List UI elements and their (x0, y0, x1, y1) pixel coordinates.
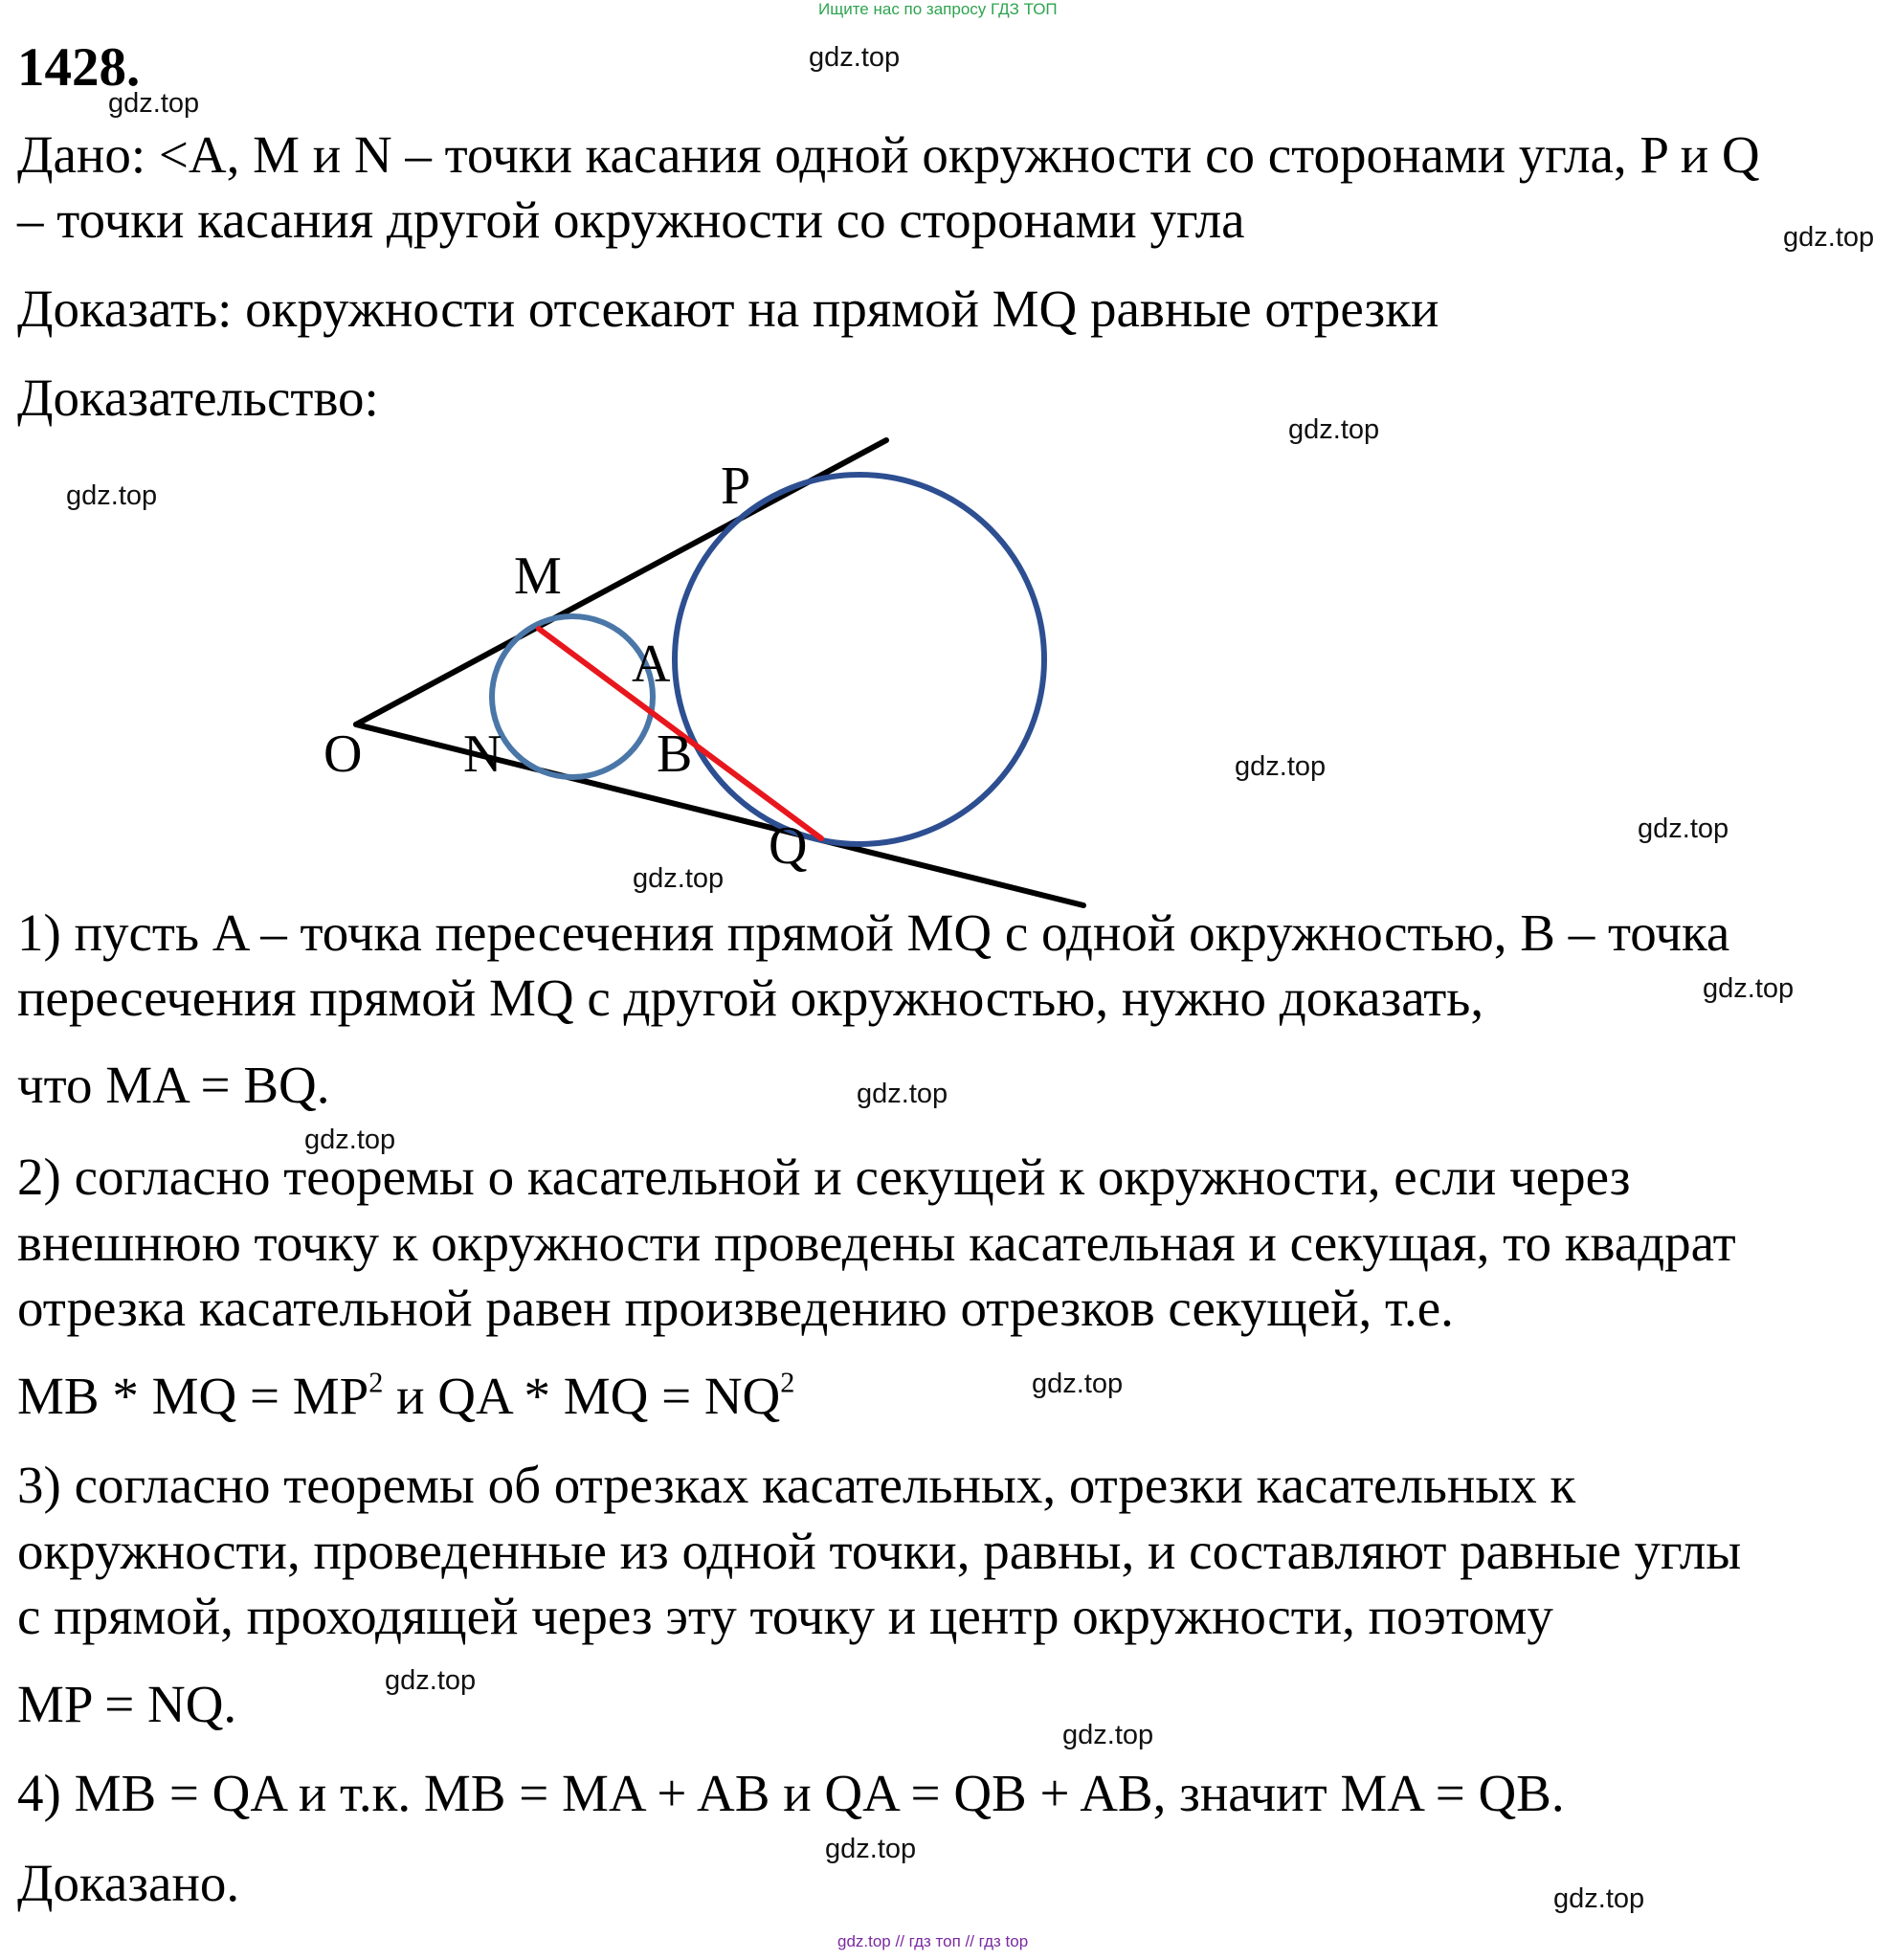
watermark: gdz.top (1638, 813, 1729, 844)
given-line-2: – точки касания другой окружности со сторонами угла (17, 190, 1245, 249)
watermark: gdz.top (1288, 414, 1380, 445)
formula-part-2: и QA * MQ = NQ (383, 1367, 781, 1425)
formula-sup-2: 2 (780, 1366, 795, 1399)
big-circle (675, 475, 1044, 844)
label-p: P (721, 457, 751, 516)
step-3-line-1: 3) согласно теоремы об отрезках касательных, отрезки касательных к (17, 1456, 1576, 1514)
step-4: 4) MB = QA и т.к. MB = MA + AB и QA = QB + AB, значит MA = QB. (17, 1764, 1565, 1822)
given-line-1: Дано: <A, M и N – точки касания одной окружности со сторонами угла, P и Q (17, 125, 1760, 184)
proof-heading: Доказательство: (17, 368, 379, 427)
step-2-line-3: отрезка касательной равен произведению отрезков секущей, т.е. (17, 1279, 1454, 1337)
geometry-figure (0, 0, 1896, 919)
footer: gdz.top // гдз топ // гдз top (837, 1932, 1029, 1950)
watermark: gdz.top (633, 863, 725, 894)
label-n: N (463, 724, 502, 784)
watermark: gdz.top (304, 1125, 396, 1155)
step-1-line-2: пересечения прямой MQ с другой окружностью, нужно доказать, (17, 969, 1484, 1027)
watermark: gdz.top (1062, 1720, 1154, 1750)
label-a: A (632, 635, 671, 694)
watermark: gdz.top (1703, 973, 1795, 1004)
formula-sup-1: 2 (368, 1366, 384, 1399)
watermark: gdz.top (1783, 222, 1875, 253)
watermark: gdz.top (1032, 1369, 1124, 1399)
top-banner: Ищите нас по запросу ГДЗ ТОП (818, 0, 1058, 18)
label-q: Q (769, 816, 808, 876)
step-2-formula (17, 1364, 794, 1429)
watermark: gdz.top (108, 88, 200, 119)
prove-statement: Доказать: окружности отсекают на прямой MQ равные отрезки (17, 279, 1439, 338)
step-2-line-2: внешнюю точку к окружности проведены касательная и секущая, то квадрат (17, 1214, 1736, 1272)
watermark: gdz.top (825, 1834, 917, 1864)
watermark: gdz.top (809, 42, 901, 73)
step-1-line-3: что MA = BQ. (17, 1056, 330, 1114)
step-3-line-2: окружности, проведенные из одной точки, равны, и составляют равные углы (17, 1522, 1742, 1580)
step-3-line-3: с прямой, проходящей через эту точку и центр окружности, поэтому (17, 1587, 1553, 1645)
step-3-line-4: MP = NQ. (17, 1675, 237, 1733)
watermark: gdz.top (1553, 1883, 1645, 1914)
formula-part-1: MB * MQ = MP (17, 1367, 369, 1425)
watermark: gdz.top (66, 480, 158, 511)
step-2-line-1: 2) согласно теоремы о касательной и секущей к окружности, если через (17, 1147, 1631, 1206)
label-o: O (323, 724, 363, 784)
watermark: gdz.top (857, 1079, 948, 1109)
problem-number: 1428. (17, 37, 141, 98)
step-1-line-1: 1) пусть A – точка пересечения прямой MQ с одной окружностью, B – точка (17, 903, 1730, 962)
watermark: gdz.top (1235, 751, 1327, 782)
proof-done: Доказано. (17, 1854, 240, 1912)
watermark: gdz.top (385, 1665, 477, 1696)
label-m: M (514, 546, 562, 606)
label-b: B (657, 724, 693, 784)
